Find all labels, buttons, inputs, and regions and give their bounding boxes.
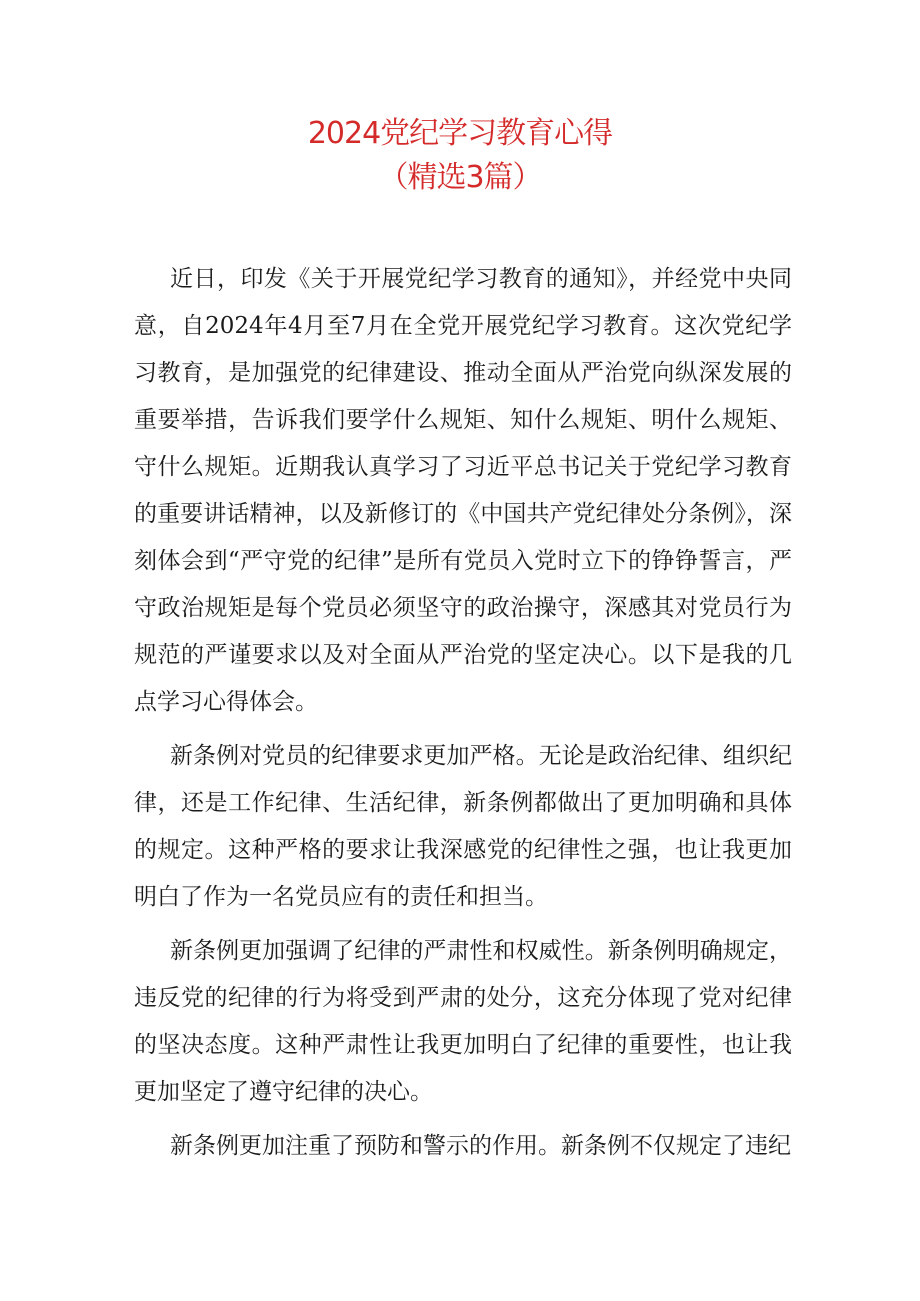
document-subtitle: （精选3篇） bbox=[378, 160, 542, 195]
paragraph-2: 新条例对党员的纪律要求更加严格。无论是政治纪律、组织纪律，还是工作纪律、生活纪律，新条例都做出了更加明确和具体的规定。这种严格的要求让我深感党的纪律性之强，也让我更加明白了作为一名党员应有的责任和担当。 bbox=[134, 743, 792, 910]
paragraph-1: 近日，印发《关于开展党纪学习教育的通知》，并经党中央同意，自2024年4月至7月在全党开展党纪学习教育。这次党纪学习教育，是加强党的纪律建设、推动全面从严治党向纵深发展的重要举措，告诉我们要学什么规矩、知什么规矩、明什么规矩、守什么规矩。近期我认真学习了习近平总书记关于党纪学习教育的重要讲话精神，以及新修订的《中国共产党纪律处分条例》，深刻体会到“严守党的纪律”是所有党员入党时立下的铮铮誓言，严守政治规矩是每个党员必须坚守的政治操守，深感其对党员行为规范的严谨要求以及对全面从严治党的坚定决心。以下是我的几点学习心得体会。 bbox=[134, 266, 792, 715]
document-title: 2024党纪学习教育心得 bbox=[307, 116, 613, 151]
document-body bbox=[134, 256, 792, 1177]
paragraph-3: 新条例更加强调了纪律的严肃性和权威性。新条例明确规定，违反党的纪律的行为将受到严肃的处分，这充分体现了党对纪律的坚决态度。这种严肃性让我更加明白了纪律的重要性，也让我更加坚定了遵守纪律的决心。 bbox=[134, 938, 792, 1105]
paragraph-4: 新条例更加注重了预防和警示的作用。新条例不仅规定了违纪 bbox=[170, 1133, 791, 1159]
